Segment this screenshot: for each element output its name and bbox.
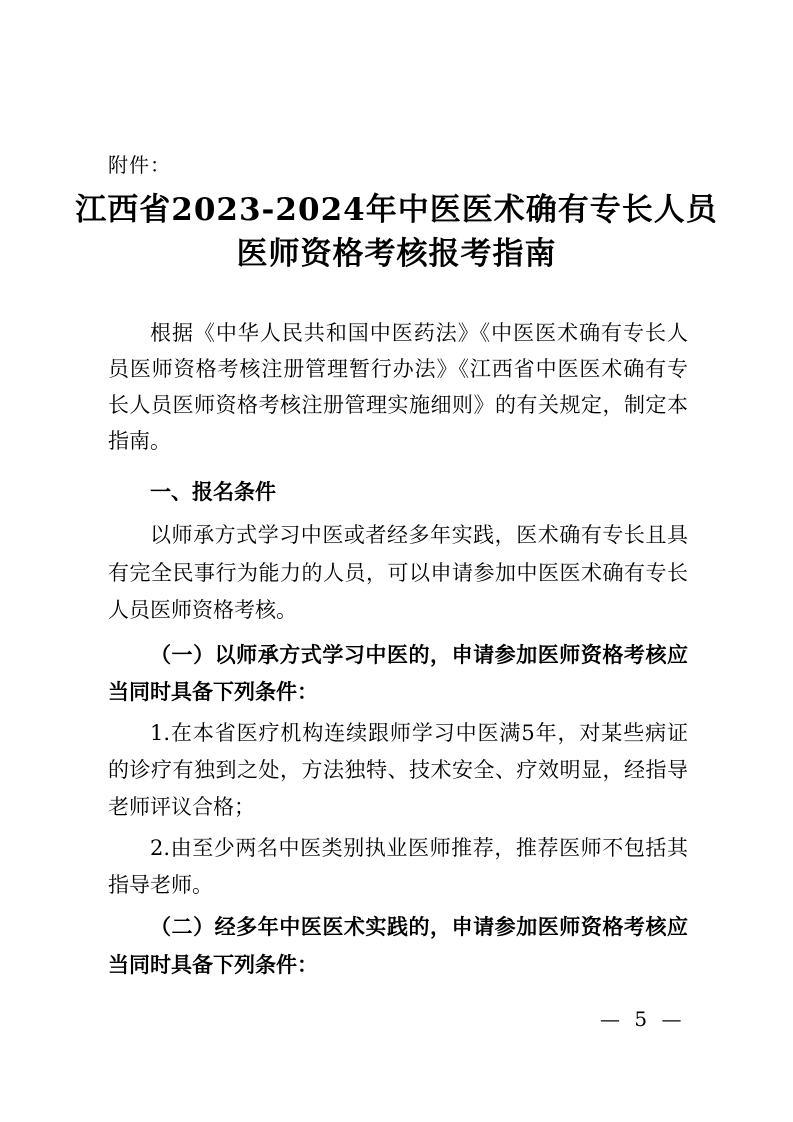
section1-line-1: 以师承方式学习中医或者经多年实践，医术确有专长且具 — [150, 523, 688, 547]
section-heading-registration-conditions: 一、报名条件 — [150, 479, 276, 504]
section1-line-3: 人员医师资格考核。 — [108, 598, 297, 622]
section1-line-2: 有完全民事行为能力的人员，可以申请参加中医医术确有专长 — [108, 561, 688, 585]
subsection1-heading-line-1: （一）以师承方式学习中医的，申请参加医师资格考核应 — [150, 642, 688, 667]
document-title-line-1: 江西省2023-2024年中医医术确有专长人员 — [75, 192, 718, 228]
item1-line-1: 1.在本省医疗机构连续跟师学习中医满5年，对某些病证 — [150, 721, 688, 745]
subsection2-heading-line-2: 当同时具备下列条件： — [108, 952, 318, 977]
intro-line-2: 员医师资格考核注册管理暂行办法》《江西省中医医术确有专 — [108, 357, 688, 381]
item1-line-2: 的诊疗有独到之处，方法独特、技术安全、疗效明显，经指导 — [108, 758, 688, 782]
intro-line-4: 指南。 — [108, 429, 171, 453]
item2-line-2: 指导老师。 — [108, 873, 213, 897]
item1-line-3: 老师评议合格； — [108, 795, 255, 819]
intro-line-3: 长人员医师资格考核注册管理实施细则》的有关规定，制定本 — [108, 393, 688, 417]
item2-line-1: 2.由至少两名中医类别执业医师推荐，推荐医师不包括其 — [150, 836, 688, 860]
attachment-label: 附件： — [108, 153, 171, 177]
document-title-line-2: 医师资格考核报考指南 — [236, 236, 557, 272]
page-number: — 5 — — [600, 1007, 686, 1031]
subsection1-heading-line-2: 当同时具备下列条件： — [108, 679, 318, 704]
intro-line-1: 根据《中华人民共和国中医药法》《中医医术确有专长人 — [150, 321, 688, 345]
subsection2-heading-line-1: （二）经多年中医医术实践的，申请参加医师资格考核应 — [150, 914, 688, 939]
